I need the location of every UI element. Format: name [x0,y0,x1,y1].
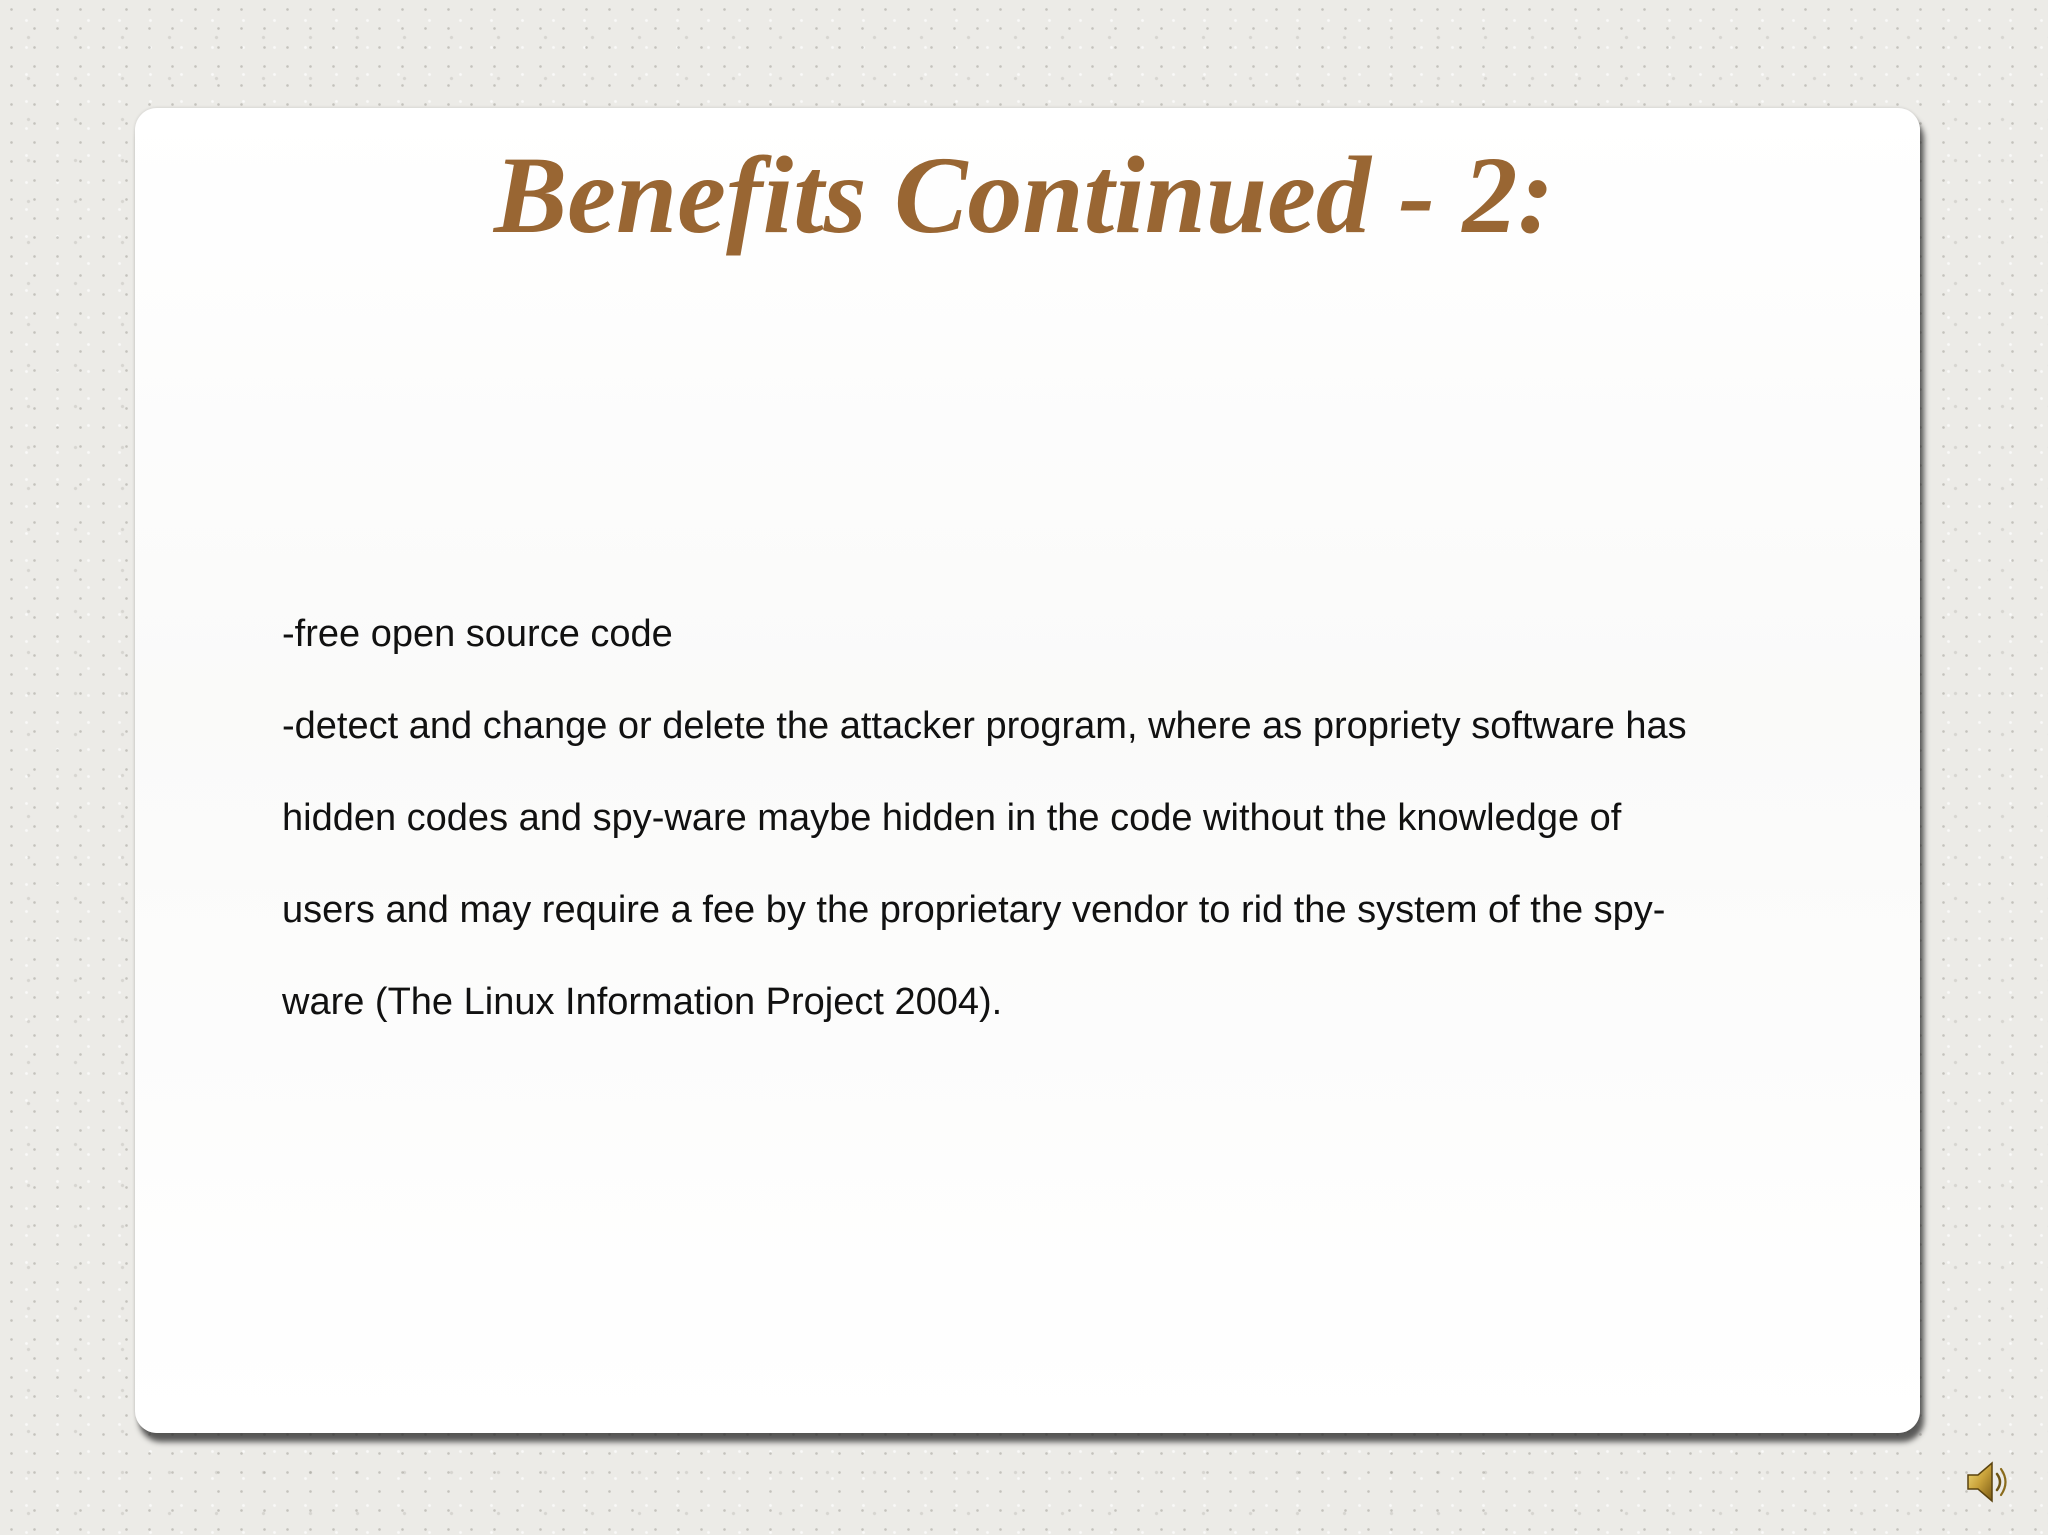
body-line: -detect and change or delete the attacker program, where as propriety software has [282,705,1687,747]
slide-body [282,588,1842,1048]
speaker-icon[interactable] [1962,1456,2014,1508]
body-line: users and may require a fee by the proprietary vendor to rid the system of the spy- [282,889,1666,931]
body-line: hidden codes and spy-ware maybe hidden in the code without the knowledge of [282,797,1622,839]
body-line: -free open source code [282,613,673,655]
slide-title: Benefits Continued - 2: [493,134,1555,256]
body-line: ware (The Linux Information Project 2004). [282,981,1003,1023]
